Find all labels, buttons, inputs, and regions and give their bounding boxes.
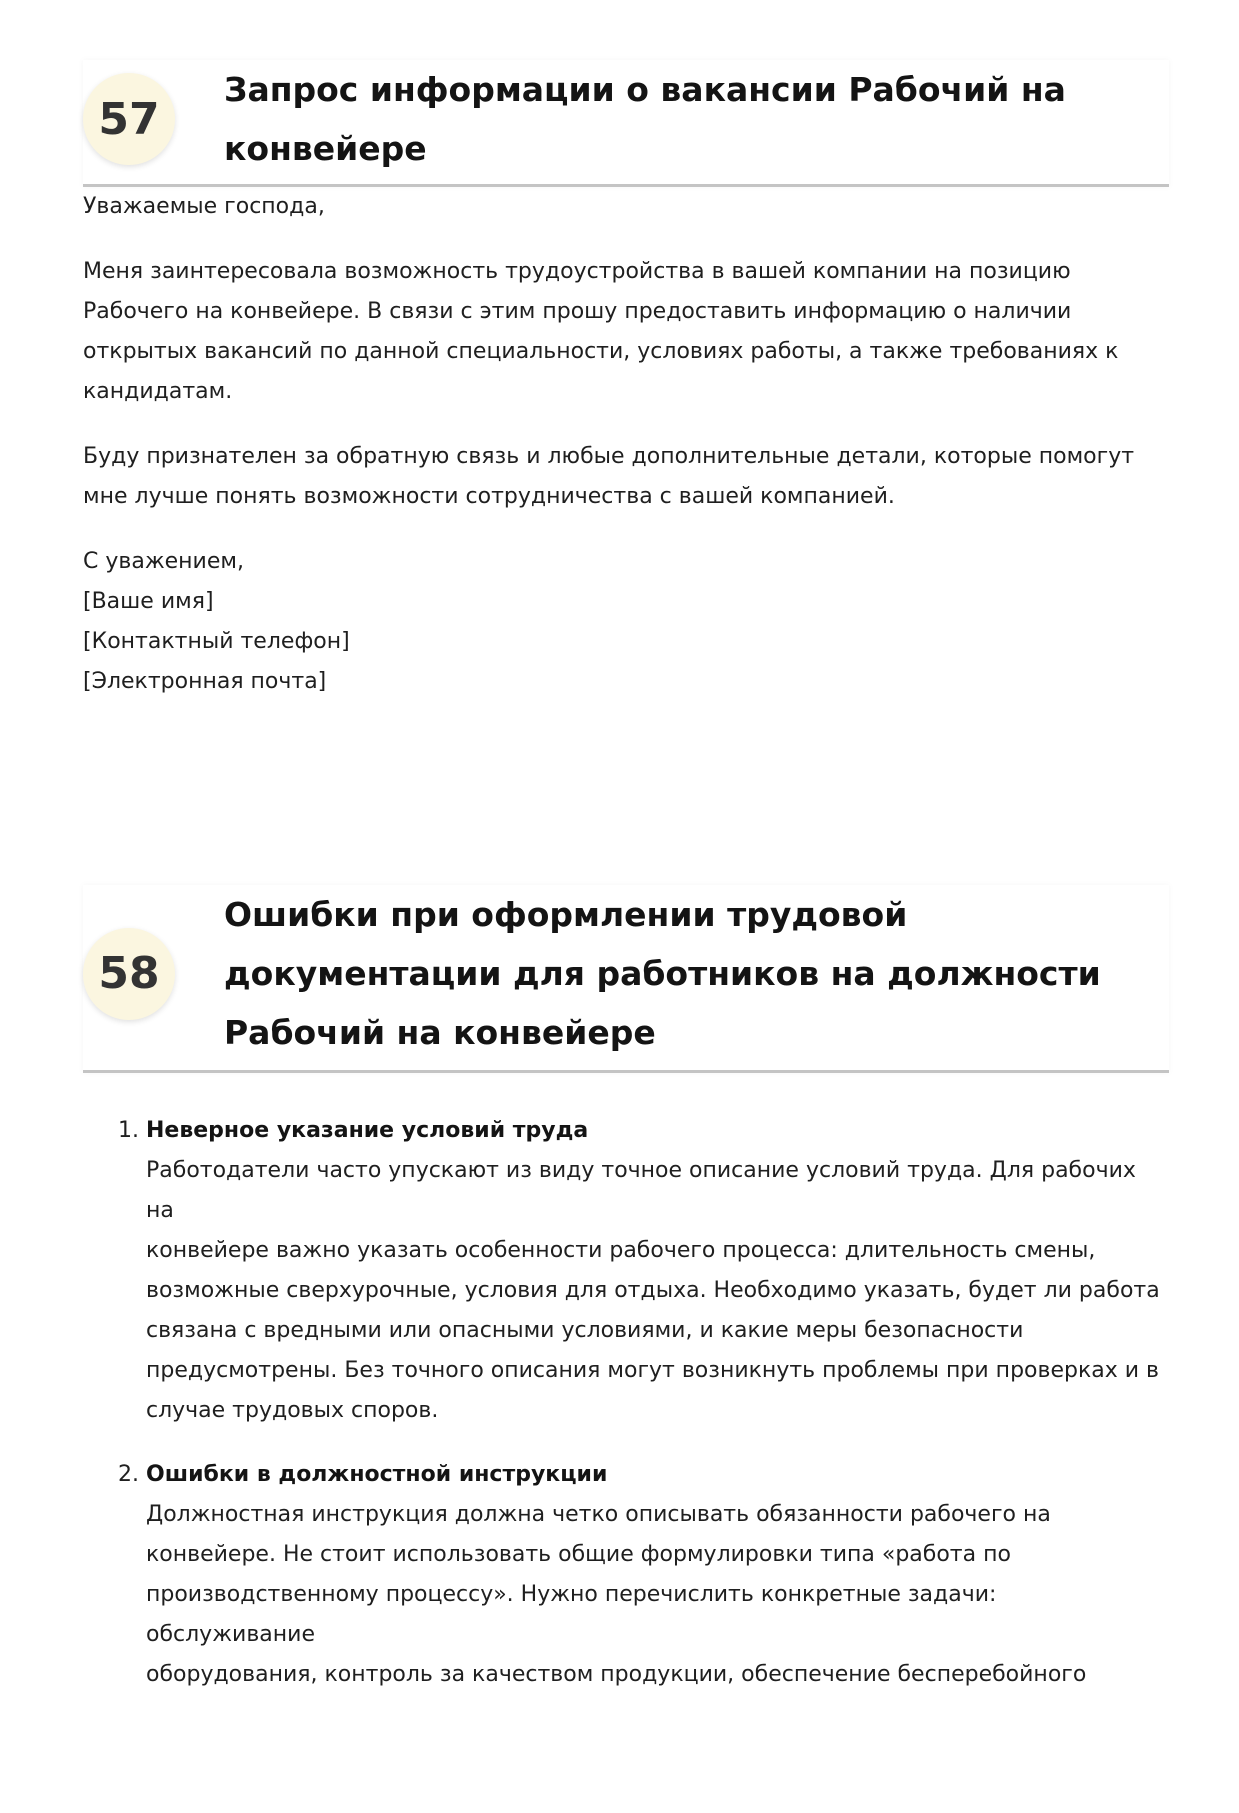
section-header-57 bbox=[83, 60, 1169, 187]
section-title-line: документации для работников на должности bbox=[224, 954, 1101, 993]
letter-name-placeholder: [Ваше имя] bbox=[83, 589, 214, 614]
text-line: Рабочего на конвейере. В связи с этим прошу предоставить информацию о наличии bbox=[83, 299, 1072, 324]
document-page bbox=[0, 60, 1239, 1813]
letter-greeting: Уважаемые господа, bbox=[83, 194, 325, 219]
section-title-line: Рабочий на конвейере bbox=[224, 1013, 656, 1052]
letter-phone-placeholder: [Контактный телефон] bbox=[83, 629, 350, 654]
letter-closing: С уважением, bbox=[83, 549, 244, 574]
section-header-58 bbox=[83, 885, 1169, 1073]
list-item-title: 1. Неверное указание условий труда bbox=[146, 1118, 589, 1143]
text-line: открытых вакансий по данной специальности, условиях работы, а также требованиях к bbox=[83, 339, 1119, 364]
text-line: Работодатели часто упускают из виду точное описание условий труда. Для рабочих на bbox=[146, 1158, 1136, 1223]
section-title bbox=[224, 60, 1066, 178]
section-number-badge: 58 bbox=[83, 928, 175, 1020]
letter-paragraph-1 bbox=[83, 252, 1169, 412]
text-line: конвейере. Не стоит использовать общие формулировки типа «работа по bbox=[146, 1542, 1011, 1567]
letter-signoff bbox=[83, 542, 1169, 702]
letter-body bbox=[83, 187, 1169, 702]
section-title-line: конвейере bbox=[224, 129, 427, 168]
section-spacer bbox=[83, 702, 1169, 885]
text-line: Меня заинтересовала возможность трудоустройства в вашей компании на позицию bbox=[83, 259, 1071, 284]
letter-paragraph-2 bbox=[83, 437, 1169, 517]
list-item bbox=[146, 1111, 1169, 1431]
list-item-body bbox=[146, 1151, 1169, 1431]
text-line: оборудования, контроль за качеством продукции, обеспечение бесперебойного bbox=[146, 1662, 1087, 1687]
text-line: Буду признателен за обратную связь и любые дополнительные детали, которые помогут bbox=[83, 444, 1135, 469]
section-title bbox=[224, 885, 1101, 1062]
section-title-line: Ошибки при оформлении трудовой bbox=[224, 895, 908, 934]
text-line: возможные сверхурочные, условия для отдыха. Необходимо указать, будет ли работа bbox=[146, 1278, 1160, 1303]
list-item bbox=[146, 1455, 1169, 1695]
text-line: конвейере важно указать особенности рабочего процесса: длительность смены, bbox=[146, 1238, 1096, 1263]
section-number-badge: 57 bbox=[83, 73, 175, 165]
list-item-title: 2. Ошибки в должностной инструкции bbox=[146, 1462, 608, 1487]
letter-email-placeholder: [Электронная почта] bbox=[83, 669, 327, 694]
section-title-line: Запрос информации о вакансии Рабочий на bbox=[224, 70, 1066, 109]
list-item-body bbox=[146, 1495, 1169, 1695]
text-line: производственному процессу». Нужно перечислить конкретные задачи: обслуживание bbox=[146, 1582, 997, 1647]
text-line: случае трудовых споров. bbox=[146, 1398, 439, 1423]
text-line: мне лучше понять возможности сотрудничества с вашей компанией. bbox=[83, 484, 895, 509]
text-line: предусмотрены. Без точного описания могут возникнуть проблемы при проверках и в bbox=[146, 1358, 1159, 1383]
text-line: связана с вредными или опасными условиями, и какие меры безопасности bbox=[146, 1318, 1024, 1343]
text-line: Должностная инструкция должна четко описывать обязанности рабочего на bbox=[146, 1502, 1051, 1527]
errors-list bbox=[83, 1111, 1169, 1695]
text-line: кандидатам. bbox=[83, 379, 233, 404]
